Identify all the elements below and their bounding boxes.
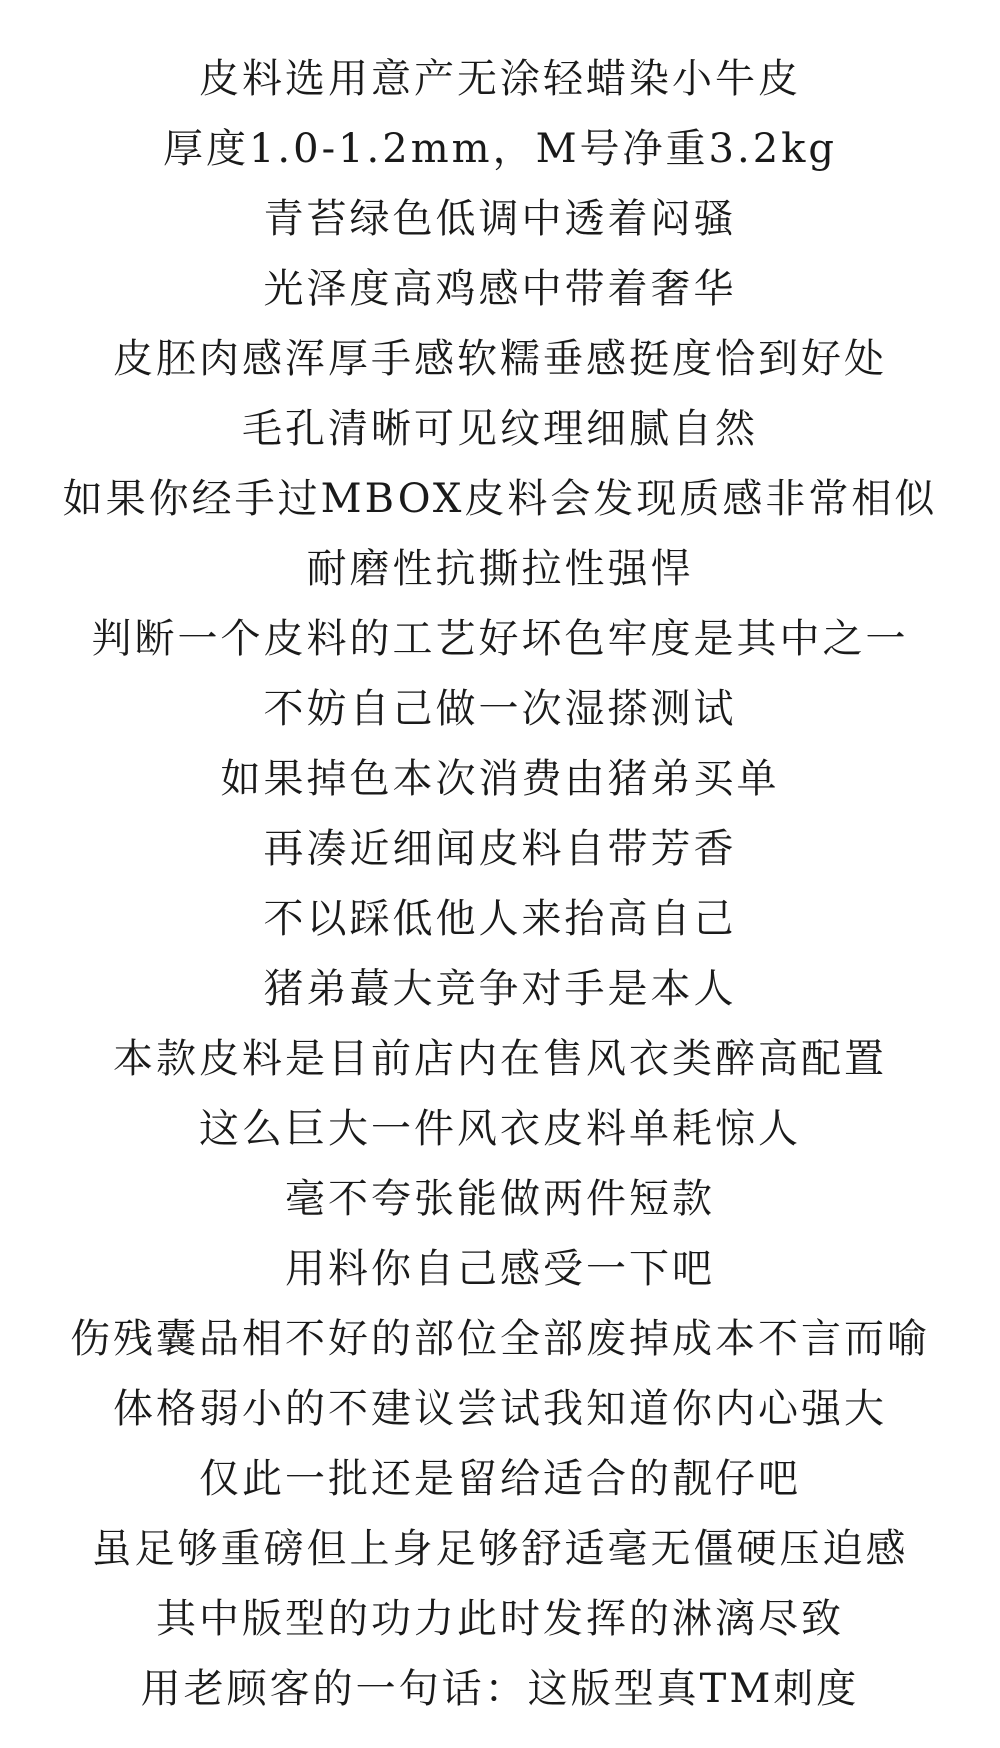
text-line: 仅此一批还是留给适合的靓仔吧 — [199, 1456, 801, 1502]
text-line: 伤残囊品相不好的部位全部废掉成本不言而喻 — [70, 1316, 930, 1362]
text-line: 体格弱小的不建议尝试我知道你内心强大 — [113, 1386, 887, 1432]
text-line: 青苔绿色低调中透着闷骚 — [263, 196, 737, 242]
text-line: 其中版型的功力此时发挥的淋漓尽致 — [156, 1596, 844, 1642]
text-line: 光泽度高鸡感中带着奢华 — [263, 266, 737, 312]
text-line: 毛孔清晰可见纹理细腻自然 — [242, 406, 758, 452]
text-line: 毫不夸张能做两件短款 — [285, 1176, 715, 1222]
text-line: 再凑近细闻皮料自带芳香 — [263, 826, 737, 872]
text-line: 这么巨大一件风衣皮料单耗惊人 — [199, 1106, 801, 1152]
text-line: 厚度1.0-1.2mm，M号净重3.2kg — [162, 126, 837, 172]
text-line: 皮料选用意产无涂轻蜡染小牛皮 — [199, 56, 801, 102]
text-line: 本款皮料是目前店内在售风衣类醉高配置 — [113, 1036, 887, 1082]
text-line: 用老顾客的一句话：这版型真TM刺度 — [140, 1666, 860, 1712]
text-line: 皮胚肉感浑厚手感软糯垂感挺度恰到好处 — [113, 336, 887, 382]
text-line: 如果掉色本次消费由猪弟买单 — [220, 756, 780, 802]
text-line: 不妨自己做一次湿搽测试 — [263, 686, 737, 732]
text-line: 用料你自己感受一下吧 — [285, 1246, 715, 1292]
text-line: 猪弟蕞大竞争对手是本人 — [263, 966, 737, 1012]
text-line: 不以踩低他人来抬高自己 — [263, 896, 737, 942]
text-lines — [0, 44, 1000, 1724]
text-line: 耐磨性抗撕拉性强悍 — [306, 546, 694, 592]
text-line: 如果你经手过MBOX皮料会发现质感非常相似 — [62, 476, 938, 522]
text-line: 判断一个皮料的工艺好坏色牢度是其中之一 — [91, 616, 909, 662]
text-line: 虽足够重磅但上身足够舒适毫无僵硬压迫感 — [91, 1526, 909, 1572]
